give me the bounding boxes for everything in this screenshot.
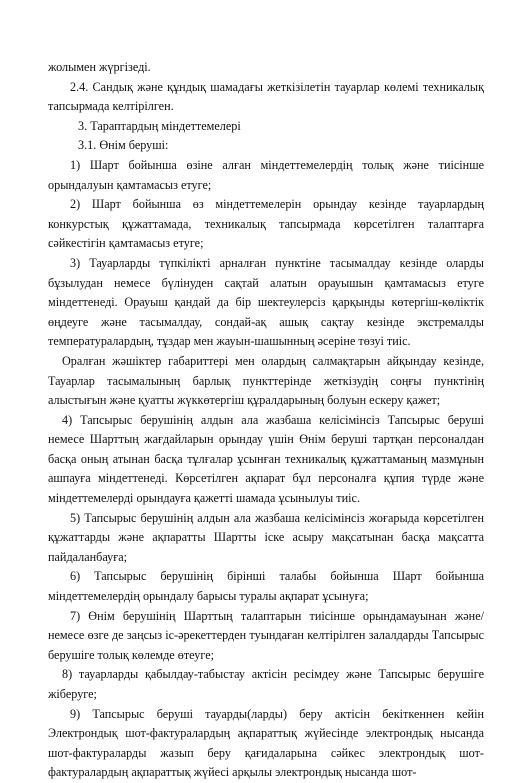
list-item-3: 3) Тауарларды түпкілікті арналған пунктіне тасымалдау кезінде оларды бұзылудан немесе бүлінуден сақтай алатын орауышын қамтамасыз етуге міндеттенеді. Орауыш қандай да бір шектеулерсіз қарқынды көтергіш-көліктік өңдеуге және тасымалдау, сондай-ақ ашық сақтау кезінде экстремалды температуралардың, тұздар мен жауын-шашынның әсеріне төзуі тиіс. xyxy=(48,255,484,349)
packaging-paragraph: Оралған жәшіктер габариттері мен олардың салмақтарын айқындау кезінде, Тауарлар тасымалының барлық пункттерінде жеткізудің соңғы пунктінің алыстығын және қуатты жүккөтергіш құралдарының болуын ескеру қажет; xyxy=(48,353,484,408)
list-item-8: 8) тауарларды қабылдау-табыстау актісін ресімдеу және Тапсырыс берушіге жіберуге; xyxy=(48,667,484,701)
section-heading-3: 3. Тараптардың міндеттемелері xyxy=(78,118,241,133)
list-item-6: 6) Тапсырыс берушінің бірінші талабы бойынша Шарт бойынша міндеттемелердің орындалу барысы туралы ақпарат ұсынуға; xyxy=(48,569,484,604)
list-item-7: 7) Өнім берушінің Шарттың талаптарын тиісінше орындамауынан және/немесе өзге де заңсыз іс-әрекеттерден туындаған келтірілген залалдарды Тапсырыс берушіге толық көлемде өтеуге; xyxy=(48,608,484,662)
list-item-1: 1) Шарт бойынша өзіне алған міндеттемелердің толық және тиісінше орындалуын қамтамасыз етуге; xyxy=(48,157,484,192)
paragraph-2-4: 2.4. Сандық және құндық шамадағы жеткізілетін тауарлар көлемі техникалық тапсырмада келтірілген. xyxy=(48,79,484,114)
list-item-5: 5) Тапсырыс берушінің алдын ала жазбаша келісімінсіз жоғарыда көрсетілген құжаттарды және ақпаратты Шартты іске асыру мақсатынан басқа мақсатта пайдаланбауға; xyxy=(48,510,484,564)
subsection-heading-3-1: 3.1. Өнім беруші: xyxy=(78,138,169,153)
list-item-9: 9) Тапсырыс беруші тауарды(ларды) беру актісін бекіткеннен кейін Электрондық шот-фактуралардың ақпараттық жүйесінде электрондық нысанда шот-фактураларды жазып беру қағидаларына сәйкес электрондық шот-фактуралардың ақпараттық жүйесі арқылы электрондық нысанда шот- xyxy=(48,706,484,780)
list-item-2: 2) Шарт бойынша өз міндеттемелерін орындау кезінде тауарлардың конкурстық құжаттамада, техникалық тапсырмада көрсетілген талаптарға сәйкестігін қамтамасыз етуге; xyxy=(48,197,484,251)
paragraph-continuation: жолымен жүргізеді. xyxy=(48,60,151,74)
list-item-4: 4) Тапсырыс берушінің алдын ала жазбаша келісімінсіз Тапсырыс беруші немесе Шарттың жағдайларын орындау үшін Өнім беруші тартқан персоналдан басқа оның атынан басқа тұлғалар ұсынған техникалық құжаттаманың мазмұнын ашпауға міндеттенеді. Көрсетілген ақпарат бұл персоналға құпия түрде және міндеттемелерді орындауға қажетті шамада ұсынылуы тиіс. xyxy=(48,412,484,506)
document-page xyxy=(48,58,484,783)
